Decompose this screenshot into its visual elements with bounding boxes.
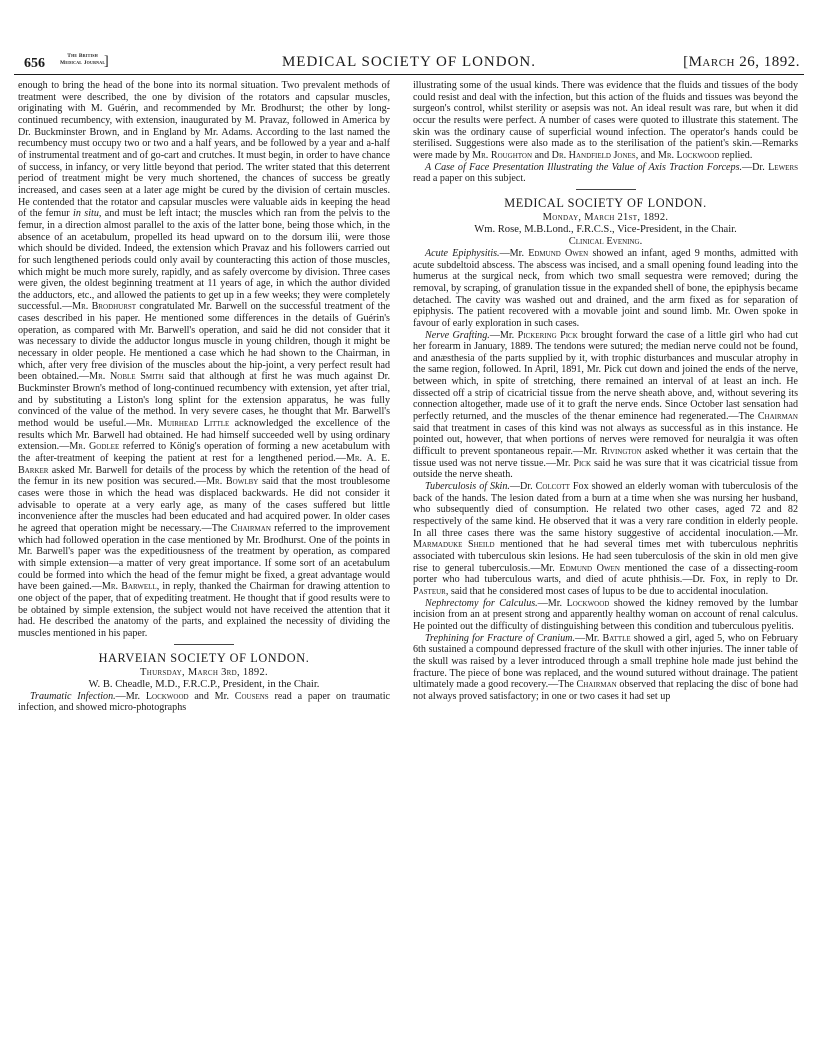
harveian-chair-line: W. B. Cheadle, M.D., F.R.C.P., President, in the Chair. bbox=[88, 678, 320, 690]
harveian-meeting-date: Thursday, March 3rd, 1892. bbox=[140, 666, 268, 678]
face-presentation-paragraph: A Case of Face Presentation Illustrating the Value of Axis Traction Forceps.—Dr. Lewers read a paper on this subject. bbox=[413, 161, 798, 185]
issue-date: [March 26, 1892. bbox=[683, 54, 800, 70]
medical-society-heading: MEDICAL SOCIETY OF LONDON. bbox=[504, 195, 707, 210]
section-divider bbox=[174, 644, 234, 645]
speaker-name: Edmund Owen bbox=[528, 247, 589, 259]
journal-line-1: The British bbox=[67, 53, 98, 59]
speaker-name: Rivington bbox=[600, 446, 642, 458]
section-title: Trephining for Fracture of Cranium. bbox=[425, 632, 575, 644]
section-title: Traumatic Infection. bbox=[30, 690, 116, 702]
speaker-name: Mr. Bowlby bbox=[206, 476, 259, 488]
speaker-name: Mr. Noble Smith bbox=[89, 371, 164, 383]
clinical-evening-label: Clinical Evening. bbox=[568, 235, 643, 247]
speaker-name: Dr. Handfield Jones bbox=[551, 149, 636, 161]
masthead-bracket: ] bbox=[104, 54, 109, 69]
section-divider bbox=[576, 189, 636, 190]
speaker-name: Mr. Barwell bbox=[101, 581, 157, 593]
speaker-name: Marmaduke Sheild bbox=[413, 539, 495, 551]
speaker-name: Pickering Pick bbox=[517, 329, 578, 341]
traumatic-infection-continued: illustrating some of the usual kinds. There was evidence that the fluids and tissues of the body could resist and deal with the infection, but this action of the fluids and tissues was beyond the surgeon's control, whilst sterility or asepsis was not. An ideal result was rare, but when it did occur the results were perfect. A number of cases were quoted to illustrate this statement. The skin was the ordinary cause of superficial wound infection. The operator's hands could be sterilised. Suggestions were also made as to the sterilisation of the patient's skin.—Remarks were made by Mr. Roughton and Dr. Handfield Jones, and Mr. Lockwood replied. bbox=[413, 80, 798, 161]
speaker-name: Mr. Lockwood bbox=[657, 149, 720, 161]
nerve-grafting-paragraph: Nerve Grafting.—Mr. Pickering Pick brought forward the case of a little girl who had cut her forearm in January, 1889. The tendons were sutured; the median nerve could not be found, and anæsthesia of the parts supplied by it, with trophic disturbances and muscular atrophy in the same region, followed. In April, 1891, Mr. Pick cut down and joined the ends of the nerve, between which, in spite of stretching, there remained an interval of at least an inch. He dissected off a strip of cicatricial tissue from the nerve sheath above, and, without severing its connection altogether, made use of it to graft the nerve ends. Since October last sensation had perfectly returned, and the muscles of the thenar eminence had regenerated.—The Chairman said that treatment in cases of this kind was not always as successful as in this instance. He pointed out, however, that when portions of nerves were removed for neuralgia it was often difficult to prevent spontaneous repair.—Mr. Rivington asked whether it was certain that the tissue used was not nerve tissue.—Mr. Pick said he was sure that it was cicatricial tissue from outside the nerve sheath. bbox=[413, 329, 798, 481]
right-column bbox=[413, 80, 798, 1032]
speaker-name: Chairman bbox=[576, 679, 617, 691]
speaker-name: Pick bbox=[573, 457, 592, 469]
traumatic-infection-paragraph: Traumatic Infection.—Mr. Lockwood and Mr. Cousens read a paper on traumatic infection, and showed micro-photographs bbox=[18, 690, 390, 714]
speaker-name: Chairman bbox=[230, 522, 271, 534]
medical-society-date: Monday, March 21st, 1892. bbox=[542, 211, 669, 223]
trephining-paragraph: Trephining for Fracture of Cranium.—Mr. Battle showed a girl, aged 5, who on February 6th sustained a compound depressed fracture of the skull with other injuries. The inner table of the skull was raised by a lever introduced through a small trephine hole made just behind the fracture. The piece of bone was replaced, and the wound sutured without drainage. The patient ultimately made a good recovery.—The Chairman observed that replacing the disc of bone had not always proved satisfactory; in one or two cases it had set up bbox=[413, 632, 798, 702]
speaker-name: Lockwood bbox=[145, 690, 189, 702]
speaker-name: Battle bbox=[602, 632, 631, 644]
speaker-name: Mr. Roughton bbox=[472, 149, 533, 161]
speaker-name: Cousens bbox=[234, 690, 269, 702]
hip-discussion-paragraph: enough to bring the head of the bone into its normal situation. Two prevalent methods of treatment were described, the one by division of the rotators and capsular muscles, originating with M. Guérin, and recommended by Mr. Brodhurst; the other by long-continued recumbency, with extension, inaugurated by M. Pravaz, followed in America by Dr. Buckminster Brown, and in England by Mr. Adams. According to the last named the recumbency must occupy two or two and a half years, and be followed by a year and a-half of instrumental treatment and of go-cart and crutches. It must begin, in order to have chance of success, in infancy, or very little beyond that period. The writer stated that this deterrent period of treatment might be very much shortened, the chances of success be greatly increased, and cases seen at a later age might be cured by the division of certain muscles. He contended that the rotator and capsular muscles were valuable aids in keeping the head of the femur in situ, and must be left intact; the muscles which ran from the pelvis to the femur, in a direction almost parallel to the axis of the latter bone, being those which, in the absence of an acetabulum, propelled its head upward on to the dorsum ilii, were those which should be divided. Indeed, the extension which Pravaz and his followers carried out for such lengthened periods could only avail by counteracting this action of those muscles, which might be much more surely, rapidly, and as safely overcome by division. Three cases were given, the oldest beginning treatment at 11 years of age, in which the author divided the adductors, etc., and allowed the patients to get up in a few weeks; they were completely successful.—Mr. Brodhurst congratulated Mr. Barwell on the successful treatment of the cases described in his paper. He mentioned some differences in the details of Guérin's operation, as compared with Mr. Barwell's operation, and said he did not consider that it was necessary to divide the adductor longus muscle in young children, though it might be necessary in older people. He mentioned a case which he had shown to the Chairman, in which, after very free division of the muscles about the hip-joint, a very perfect result had been obtained.—Mr. Noble Smith said that although at first he was much against Dr. Buckminster Brown's method of long-continued recumbency with extension, yet after trial, and by substituting a Liston's long splint for the extension apparatus, he was fully convinced of the value of the method. In very severe cases, he thought that Mr. Barwell's method would be useful.—Mr. Muirhead Little acknowledged the excellence of the results which Mr. Barwell had obtained. He had himself succeeded well by using ordinary extension.—Mr. Godlee referred to König's operation of forming a new acetabulum with the after-treatment of keeping the patient at rest for a lengthened period.—Mr. A. E. Barker asked Mr. Barwell for details of the process by which the retention of the head of the femur in its new position was secured.—Mr. Bowlby said that the most troublesome cases were those in which the head was displaced backwards. He did not consider it advisable to operate at a very early age, as many of the cases suffered but little inconvenience after the muscles had been educated and had acquired power. In older cases he agreed that operation might be necessary.—The Chairman referred to the improvement which had followed operation in the case mentioned by Mr. Brodhurst. One of the points in Mr. Barwell's paper was the expeditiousness of the treatment by operation, as compared with simple extension—a matter of very great importance. If some sort of an acetabulum could be formed into which the head of the femur might be fixed, a great advantage would have been gained.—Mr. Barwell, in reply, thanked the Chairman for drawing attention to one object of the paper, that of expediting treatment. He thought that if good results were to be obtained by simple extension, the subject would not have received the attention that it had. He described the anatomy of the parts, and explained the necessity of dividing the muscles mentioned in his paper. bbox=[18, 80, 390, 639]
tuberculosis-skin-paragraph: Tuberculosis of Skin.—Dr. Colcott Fox showed an elderly woman with tuberculosis of the back of the hands. The lesion dated from a burn at a time when she was nursing her husband, who subsequently died of consumption. He related two other cases, aged 72 and 82 respectively of the same kind. He observed that it was a very rare condition in elderly people. In all three cases there was the same history suggestive of accidental inoculation.—Mr. Marmaduke Sheild mentioned that he had several times met with tuberculous nephritis associated with tuberculous skin lesions. He had seen tuberculosis of the skin in old men give rise to general tuberculosis.—Mr. Edmund Owen mentioned the case of a dissecting-room porter who had tuberculous warts, and died of acute phthisis.—Dr. Fox, in reply to Dr. Pasteur, said that he considered most cases of lupus to be due to accidental inoculation. bbox=[413, 481, 798, 597]
section-title: A Case of Face Presentation Illustrating the Value of Axis Traction Forceps. bbox=[425, 161, 743, 173]
section-title: Nerve Grafting. bbox=[425, 329, 490, 341]
section-title: Tuberculosis of Skin. bbox=[425, 481, 510, 493]
page-number: 656 bbox=[24, 56, 45, 71]
medical-society-chair-line: Wm. Rose, M.B.Lond., F.R.C.S., Vice-President, in the Chair. bbox=[474, 223, 737, 235]
speaker-name: Mr. Brodhurst bbox=[72, 301, 137, 313]
speaker-name: Colcott bbox=[535, 481, 570, 493]
journal-line-2: Medical Journal bbox=[60, 60, 106, 66]
left-column bbox=[18, 80, 390, 1032]
running-title: MEDICAL SOCIETY OF LONDON. bbox=[281, 54, 537, 70]
speaker-name: Lockwood bbox=[566, 597, 610, 609]
speaker-name: Mr. Godlee bbox=[69, 441, 120, 453]
section-title: Acute Epiphysitis. bbox=[425, 247, 500, 259]
speaker-name: Edmund Owen bbox=[559, 562, 620, 574]
speaker-name: Lewers bbox=[768, 161, 798, 173]
speaker-name: Chairman bbox=[757, 411, 798, 423]
page-header bbox=[14, 52, 804, 75]
acute-epiphysitis-paragraph: Acute Epiphysitis.—Mr. Edmund Owen showed an infant, aged 9 months, admitted with acute subdeltoid abscess. The abscess was incised, and a small opening found leading into the humerus at the surgical neck, from which two small sequestra were removed; during the removal, by scraping, of granulation tissue in the expanded shell of bone, the epiphysis became detached. The cavity was washed out and drained, and the arm fixed as for separation of epiphysis. The patient recovered with a movable joint and sound limb. Mr. Owen spoke in favour of early exploration in such cases. bbox=[413, 247, 798, 329]
section-title: Nephrectomy for Calculus. bbox=[425, 597, 538, 609]
speaker-name: Mr. Muirhead Little bbox=[136, 418, 230, 430]
speaker-name: Pasteur bbox=[413, 585, 446, 597]
harveian-society-heading: HARVEIAN SOCIETY OF LONDON. bbox=[98, 650, 310, 665]
nephrectomy-paragraph: Nephrectomy for Calculus.—Mr. Lockwood showed the kidney removed by the lumbar incision from an at present strong and apparently healthy woman on account of renal calculus. He pointed out the difficulty of distinguishing between this condition and tuberculous pyelitis. bbox=[413, 597, 798, 632]
speaker-name: Mr. A. E. Barker bbox=[18, 453, 390, 476]
